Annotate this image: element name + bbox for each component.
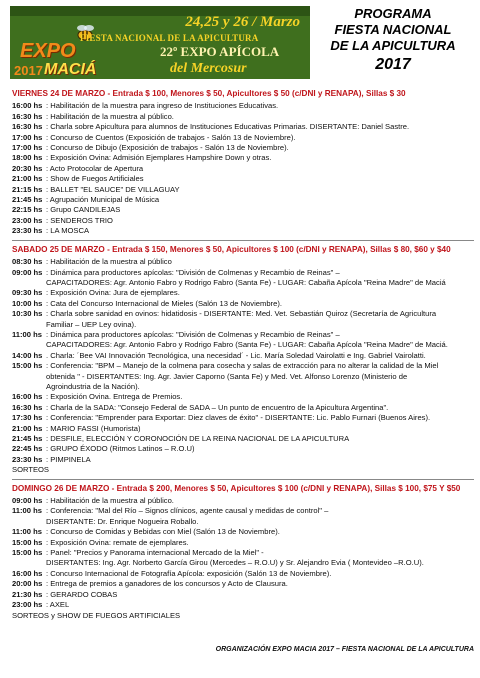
title-line-1: PROGRAMA — [354, 6, 432, 21]
banner-fiesta-text: FIESTA NACIONAL DE LA APICULTURA — [80, 33, 259, 43]
item-description: . Charla: ´Bee VAI Innovación Tecnológica, una necesidad´ - Lic. María Soledad Vairolatti e Ing. Gabriel Vairolatti. — [46, 350, 426, 360]
item-time: 15:00 hs — [12, 361, 43, 371]
item-description: : Habilitación de la muestra al público. — [46, 496, 174, 506]
item-time: 22:45 hs — [12, 444, 43, 454]
schedule-item — [12, 299, 474, 309]
schedule-item — [12, 309, 474, 319]
schedule-item — [12, 288, 474, 298]
item-description: : Conferencia: "Mal del Río – Signos clínicos, agente causal y medidas de control" – — [46, 506, 329, 516]
item-continuation: CAPACITADORES: Agr. Antonio Fabro y Rodrigo Fabro (Santa Fe) - LUGAR: Cabaña Apícola "Reina Madre" de Maciá. — [46, 340, 448, 350]
banner-expo-apicola: 22º EXPO APÍCOLA — [160, 44, 280, 59]
item-time: 16:30 hs — [12, 402, 43, 412]
expo-macia-logo — [14, 18, 106, 78]
item-continuation: Familiar – UEP Ley ovina). — [46, 319, 137, 329]
item-continuation: CAPACITADORES: Agr. Antonio Fabro y Rodrigo Fabro (Santa Fe) - LUGAR: Cabaña Apícola "Reina Madre" de Maciá — [46, 277, 446, 287]
day-heading: SABADO 25 DE MARZO - Entrada $ 150, Menores $ 50, Apicultores $ 100 (c/DNI y RENAPA), Sillas $ 80, $60 y $40 — [12, 244, 451, 254]
item-time: 09:30 hs — [12, 288, 43, 298]
schedule-item — [12, 226, 474, 236]
item-description: : Charla sobre sanidad en ovinos: hidatidosis - DISERTANTE: Med. Vet. Sebastián Quiroz (Secretaría de Agricultura — [46, 309, 437, 319]
item-time: 20:30 hs — [12, 163, 43, 173]
schedule-item — [12, 164, 474, 174]
schedule-item — [12, 569, 474, 579]
item-time: 17:00 hs — [12, 132, 43, 142]
schedule-item — [12, 330, 474, 340]
schedule-item — [12, 600, 474, 610]
day-closing-note: SORTEOS — [12, 465, 49, 475]
banner-mercosur: del Mercosur — [170, 61, 247, 76]
item-continuation: DISERTANTE: Dr. Enrique Nogueira Roballo. — [46, 516, 199, 526]
item-time: 14:00 hs — [12, 350, 43, 360]
item-time: 23:00 hs — [12, 215, 43, 225]
event-banner — [10, 6, 310, 79]
item-description: : GRUPO ÉXODO (Ritmos Latinos – R.O.U) — [46, 444, 195, 454]
page-title — [312, 6, 474, 76]
item-description: : SENDEROS TRIO — [46, 215, 113, 225]
schedule-item — [12, 216, 474, 226]
item-time: 08:30 hs — [12, 257, 43, 267]
schedule-item — [12, 268, 474, 278]
item-time: 11:00 hs — [12, 506, 42, 516]
item-time: 21:00 hs — [12, 174, 43, 184]
schedule-item — [12, 538, 474, 548]
item-description: : MARIO FASSI (Humorista) — [46, 423, 141, 433]
item-time: 16:30 hs — [12, 122, 43, 132]
item-time: 16:00 hs — [12, 101, 43, 111]
logo-expo-text: EXPO — [20, 40, 76, 62]
item-description: : Habilitación de la muestra al público. — [46, 111, 174, 121]
item-description: : Habilitación de la muestra para ingreso de Instituciones Educativas. — [46, 101, 279, 111]
schedule-item — [12, 506, 474, 516]
schedule-item — [12, 455, 474, 465]
item-time: 17:00 hs — [12, 143, 43, 153]
item-time: 21:45 hs — [12, 434, 43, 443]
schedule-item — [12, 153, 474, 163]
item-time: 17:30 hs — [12, 413, 43, 423]
schedule-item — [12, 174, 474, 184]
event-dates: 24,25 y 26 / Marzo — [185, 14, 300, 30]
item-description: : Habilitación de la muestra al público — [46, 257, 172, 267]
footer-organization: ORGANIZACIÓN EXPO MACIA 2017 – FIESTA NACIONAL DE LA APICULTURA — [215, 646, 474, 653]
item-description: : Panel: "Precios y Panorama internacional Mercado de la Miel" - — [46, 548, 264, 558]
item-description: : Show de Fuegos Artificiales — [46, 174, 144, 184]
item-time: 11:00 hs — [12, 527, 42, 537]
schedule-item — [12, 392, 474, 402]
day-section — [12, 479, 474, 621]
item-time: 09:00 hs — [12, 267, 43, 277]
schedule-item — [12, 527, 474, 537]
schedule-item — [12, 590, 474, 600]
item-description: : BALLET "EL SAUCE" DE VILLAGUAY — [46, 184, 180, 194]
logo-macia-text: MACIÁ — [44, 61, 97, 78]
day-closing-note: SORTEOS y SHOW DE FUEGOS ARTIFICIALES — [12, 610, 181, 620]
schedule-item — [12, 143, 474, 153]
schedule-item — [12, 133, 474, 143]
item-time: 21:45 hs — [12, 195, 43, 205]
section-divider — [12, 479, 474, 480]
item-description: : Exposición Ovina: remate de ejemplares. — [46, 537, 189, 547]
item-description: : Exposición Ovina. Entrega de Premios. — [46, 392, 183, 402]
schedule-item — [12, 361, 474, 371]
schedule-item — [12, 579, 474, 589]
item-time: 20:00 hs — [12, 579, 43, 589]
schedule-item — [12, 424, 474, 434]
item-description: : Dinámica para productores apícolas: "División de Colmenas y Recambio de Reinas" – — [46, 267, 340, 277]
schedule-item — [12, 185, 474, 195]
logo-year-text: 2017 — [14, 63, 43, 78]
item-description: : Dinámica para productores apícolas: "División de Colmenas y Recambio de Reinas" – — [46, 329, 340, 339]
item-time: 22:15 hs — [12, 205, 43, 215]
schedule-item — [12, 444, 474, 454]
item-time: 21:15 hs — [12, 184, 43, 194]
title-line-3: DE LA APICULTURA — [330, 38, 456, 53]
schedule-item — [12, 351, 474, 361]
item-time: 21:00 hs — [12, 423, 43, 433]
schedule-item — [12, 413, 474, 423]
item-time: 09:00 hs — [12, 496, 43, 506]
item-description: : Concurso de Dibujo (Exposición de trabajos - Salón 13 de Noviembre). — [46, 143, 289, 153]
schedule-item — [12, 434, 474, 444]
schedule-item — [12, 257, 474, 267]
day-section — [12, 89, 474, 237]
item-continuation: obtenida " - DISERTANTES: Ing. Agr. Javier Caporno (Santa Fe) y Med. Vet. Alfonso Lorenzo (Ministerio de — [46, 371, 408, 381]
item-description: : AXEL — [46, 600, 70, 610]
item-description: : Exposición Ovina: Jura de ejemplares. — [46, 288, 180, 298]
item-description: : Concurso Internacional de Fotografía Apícola: exposición (Salón 13 de Noviembre). — [46, 568, 332, 578]
item-description: : Concurso de Comidas y Bebidas con Miel (Salón 13 de Noviembre). — [46, 527, 280, 537]
item-time: 18:00 hs — [12, 153, 43, 163]
item-time: 23:30 hs — [12, 226, 43, 236]
schedule — [12, 89, 474, 621]
item-description: : Agrupación Municipal de Música — [46, 195, 160, 205]
item-description: : LA MOSCA — [46, 226, 90, 236]
item-time: 10:30 hs — [12, 309, 43, 319]
item-description: : DESFILE, ELECCIÓN Y CORONOCIÓN DE LA REINA NACIONAL DE LA APICULTURA — [46, 434, 350, 443]
item-time: 15:00 hs — [12, 548, 43, 558]
item-time: 11:00 hs — [12, 329, 42, 339]
item-description: : Conferencia: "BPM – Manejo de la colmena para cosecha y salas de extracción para no alterar la calidad de la Miel — [46, 361, 439, 371]
title-year: 2017 — [375, 56, 411, 73]
item-time: 10:00 hs — [12, 298, 43, 308]
item-time: 16:30 hs — [12, 111, 43, 121]
schedule-item — [12, 496, 474, 506]
item-description: : Grupo CANDILEJAS — [46, 205, 121, 215]
item-description: : Charla sobre Apicultura para alumnos de Instituciones Educativas Primarias. DISERTANTE: Daniel Sastre. — [46, 122, 410, 132]
day-heading: DOMINGO 26 DE MARZO - Entrada $ 200, Menores $ 50, Apicultores $ 100 (c/DNI y RENAPA), Sillas $ 100, $75 Y $50 — [12, 483, 461, 493]
schedule-item — [12, 101, 474, 111]
item-description: : GERARDO COBAS — [46, 589, 118, 599]
schedule-item — [12, 403, 474, 413]
item-description: : Charla de la SADA: "Consejo Federal de SADA – Un punto de encuentro de la Apicultura Argentina". — [46, 402, 389, 412]
item-description: : Concurso de Cuentos (Exposición de trabajos - Salón 13 de Noviembre). — [46, 132, 296, 142]
item-description: : Cata del Concurso Internacional de Mieles (Salón 13 de Noviembre). — [46, 298, 282, 308]
item-continuation: DISERTANTES: Ing. Agr. Norberto García Girou (Mercedes – R.O.U) y Sr. Alejandro Evia ( Montevideo –R.O.U). — [46, 558, 424, 568]
schedule-item — [12, 122, 474, 132]
item-description: : Conferencia: "Emprender para Exportar: Diez claves de éxito" - DISERTANTE: Lic. Pablo Furnari (Buenos Aires). — [46, 413, 431, 423]
schedule-item — [12, 195, 474, 205]
item-description: : Entrega de premios a ganadores de los concursos y Acto de Clausura. — [46, 579, 288, 589]
schedule-item — [12, 548, 474, 558]
item-time: 23:30 hs — [12, 454, 43, 464]
item-description: : PIMPINELA — [46, 454, 91, 464]
title-line-2: FIESTA NACIONAL — [334, 22, 452, 37]
schedule-item — [12, 205, 474, 215]
item-time: 23:00 hs — [12, 600, 43, 610]
item-time: 16:00 hs — [12, 392, 43, 402]
item-continuation: Agroindustria de la Nación). — [46, 381, 140, 391]
day-section — [12, 240, 474, 476]
day-heading: VIERNES 24 DE MARZO - Entrada $ 100, Menores $ 50, Apicultores $ 50 (c/DNI y RENAPA), Sillas $ 30 — [12, 89, 406, 98]
item-time: 15:00 hs — [12, 537, 43, 547]
item-time: 16:00 hs — [12, 568, 43, 578]
section-divider — [12, 240, 474, 241]
item-description: : Acto Protocolar de Apertura — [46, 163, 144, 173]
schedule-item — [12, 112, 474, 122]
item-time: 21:30 hs — [12, 589, 43, 599]
item-description: : Exposición Ovina: Admisión Ejemplares Hampshire Down y otras. — [46, 153, 272, 163]
